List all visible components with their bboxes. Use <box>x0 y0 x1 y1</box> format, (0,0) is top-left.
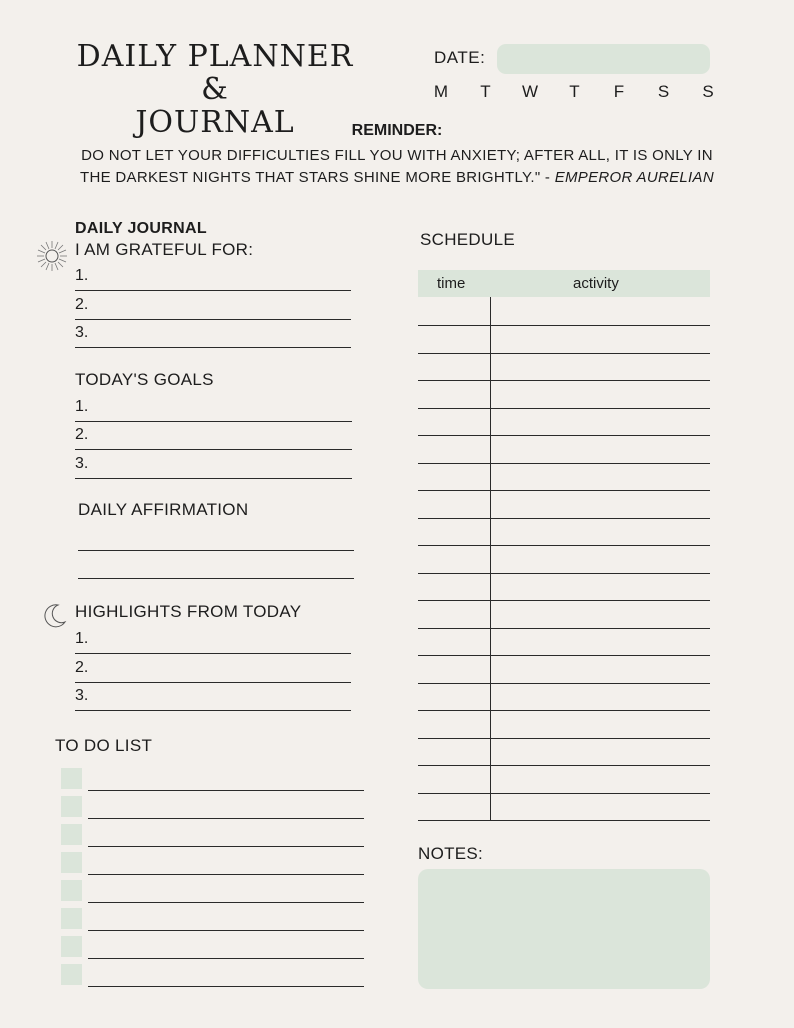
goal-number: 2. <box>75 426 89 443</box>
grateful-number: 3. <box>75 324 89 341</box>
schedule-row[interactable] <box>418 820 710 821</box>
goal-line-3[interactable] <box>75 455 352 479</box>
day-monday[interactable]: M <box>433 82 449 101</box>
day-friday[interactable]: F <box>613 82 625 101</box>
grateful-line-1[interactable] <box>75 267 351 291</box>
affirmation-label: DAILY AFFIRMATION <box>78 500 249 519</box>
grateful-number: 1. <box>75 267 89 284</box>
moon-icon <box>40 602 68 630</box>
schedule-row[interactable] <box>418 600 710 601</box>
highlight-line-2[interactable] <box>75 659 351 683</box>
schedule-row[interactable] <box>418 793 710 794</box>
highlight-number: 2. <box>75 659 89 676</box>
todo-line[interactable] <box>88 846 364 847</box>
schedule-row[interactable] <box>418 463 710 464</box>
date-label: DATE: <box>434 48 486 67</box>
day-saturday[interactable]: S <box>657 82 670 101</box>
notes-label: NOTES: <box>418 844 484 863</box>
title-line-2: JOURNAL <box>135 105 295 140</box>
schedule-header <box>418 270 710 297</box>
todo-line[interactable] <box>88 790 364 791</box>
daily-journal-heading: DAILY JOURNAL <box>75 220 207 237</box>
schedule-row[interactable] <box>418 628 710 629</box>
schedule-col-activity: activity <box>573 275 619 292</box>
schedule-row[interactable] <box>418 710 710 711</box>
highlight-line-1[interactable] <box>75 630 351 654</box>
highlight-number: 3. <box>75 687 89 704</box>
schedule-row[interactable] <box>418 683 710 684</box>
todo-line[interactable] <box>88 986 364 987</box>
schedule-divider <box>490 297 491 821</box>
schedule-row[interactable] <box>418 435 710 436</box>
todo-checkbox[interactable] <box>61 824 82 845</box>
day-sunday[interactable]: S <box>702 82 714 101</box>
weekday-selector <box>432 82 717 102</box>
reminder-author: EMPEROR AURELIAN <box>554 168 714 186</box>
grateful-number: 2. <box>75 296 89 313</box>
schedule-label: SCHEDULE <box>420 230 515 249</box>
todo-checkbox[interactable] <box>61 852 82 873</box>
notes-area[interactable] <box>418 869 710 989</box>
todo-checkbox[interactable] <box>61 796 82 817</box>
todo-checkbox[interactable] <box>61 964 82 985</box>
day-tuesday[interactable]: T <box>480 82 491 101</box>
reminder-quote-text: DO NOT LET YOUR DIFFICULTIES FILL YOU WITH ANXIETY; AFTER ALL, IT IS ONLY IN THE DARKEST NIGHTS THAT STARS SHINE MORE BRIGHTLY." - <box>80 147 713 186</box>
day-wednesday[interactable]: W <box>521 82 539 101</box>
todo-line[interactable] <box>88 930 364 931</box>
reminder-quote <box>72 145 722 188</box>
date-field[interactable] <box>497 44 710 74</box>
schedule-col-time: time <box>437 275 466 292</box>
todo-checkbox[interactable] <box>61 768 82 789</box>
reminder-heading: REMINDER: <box>351 122 443 139</box>
highlights-label: HIGHLIGHTS FROM TODAY <box>75 602 302 621</box>
todo-checkbox[interactable] <box>61 880 82 901</box>
goal-number: 1. <box>75 398 89 415</box>
todo-line[interactable] <box>88 902 364 903</box>
highlight-line-3[interactable] <box>75 687 351 711</box>
todo-line[interactable] <box>88 958 364 959</box>
highlight-number: 1. <box>75 630 89 647</box>
goal-number: 3. <box>75 455 89 472</box>
todo-line[interactable] <box>88 874 364 875</box>
goal-line-2[interactable] <box>75 426 352 450</box>
title-line-1: DAILY PLANNER & <box>76 39 354 107</box>
affirmation-line-2[interactable] <box>78 578 354 579</box>
todo-label: TO DO LIST <box>55 736 153 755</box>
grateful-line-3[interactable] <box>75 324 351 348</box>
schedule-row[interactable] <box>418 765 710 766</box>
sun-icon <box>36 240 68 272</box>
schedule-row[interactable] <box>418 573 710 574</box>
day-thursday[interactable]: T <box>569 82 580 101</box>
schedule-row[interactable] <box>418 490 710 491</box>
schedule-row[interactable] <box>418 325 710 326</box>
grateful-label: I AM GRATEFUL FOR: <box>75 240 254 259</box>
schedule-row[interactable] <box>418 380 710 381</box>
schedule-row[interactable] <box>418 545 710 546</box>
goals-label: TODAY'S GOALS <box>75 370 214 389</box>
schedule-row[interactable] <box>418 518 710 519</box>
schedule-row[interactable] <box>418 408 710 409</box>
affirmation-line-1[interactable] <box>78 550 354 551</box>
goal-line-1[interactable] <box>75 398 352 422</box>
todo-checkbox[interactable] <box>61 936 82 957</box>
grateful-line-2[interactable] <box>75 296 351 320</box>
todo-checkbox[interactable] <box>61 908 82 929</box>
schedule-row[interactable] <box>418 655 710 656</box>
schedule-row[interactable] <box>418 353 710 354</box>
schedule-row[interactable] <box>418 738 710 739</box>
todo-line[interactable] <box>88 818 364 819</box>
